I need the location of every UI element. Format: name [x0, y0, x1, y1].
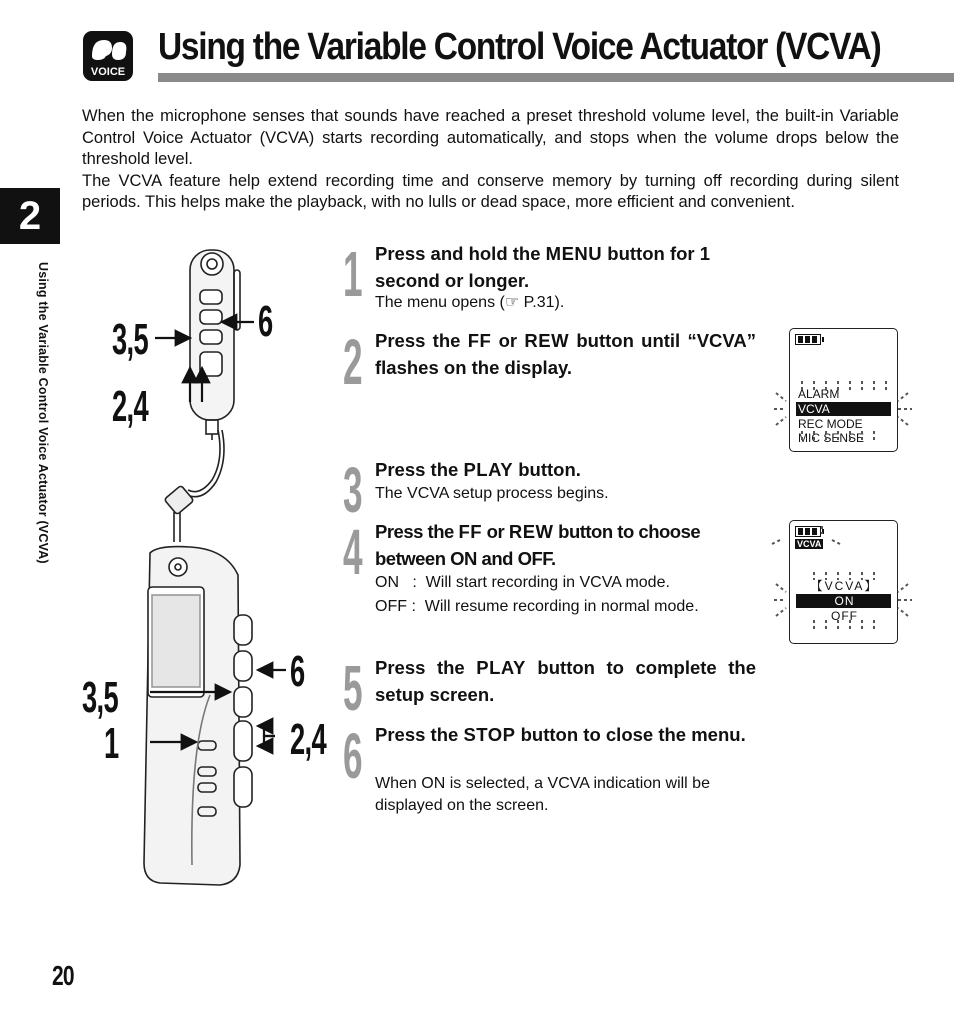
- step-6-pre: Press the: [375, 724, 464, 745]
- step-number-2: 2: [343, 326, 363, 398]
- step-number-5: 5: [343, 652, 363, 724]
- intro-paragraph-2: The VCVA feature help extend recording time and conserve memory by turning off recording during silent periods. This helps make the playback, with no lulls or dead space, more efficient and convenient.: [82, 171, 899, 212]
- intro-paragraph-1: When the microphone senses that sounds have reached a preset threshold volume level, the built-in Variable Control Voice Actuator (VCVA) starts recording automatically, and stops when the volume drops below the threshold level.: [82, 107, 899, 169]
- step-1-sub: The menu opens (☞ P.31).: [375, 294, 565, 311]
- step-2-mid: or: [491, 330, 525, 351]
- step-1-pre: Press and hold the: [375, 243, 546, 264]
- menu-item-vcva: VCVA: [796, 402, 891, 416]
- chapter-side-label: Using the Variable Control Voice Actuator (VCVA): [36, 262, 50, 564]
- step-4-sub-on: ON : Will start recording in VCVA mode.: [375, 574, 670, 591]
- label-3-5-bottom: 3,5: [82, 673, 119, 722]
- battery-icon: [795, 334, 821, 345]
- vcva-indicator: VCVA: [797, 539, 822, 549]
- step-3-text: [375, 456, 756, 483]
- stop-keyword: STOP: [463, 724, 516, 745]
- step-3-pre: Press the: [375, 459, 464, 480]
- step-6-sub: When ON is selected, a VCVA indication will be displayed on the screen.: [375, 775, 710, 814]
- step-2-pre: Press the: [375, 330, 468, 351]
- label-3-5-top: 3,5: [112, 315, 149, 364]
- remote-control-illustration: [160, 240, 270, 440]
- play-keyword: PLAY: [476, 657, 526, 678]
- flash-rays-icon: [770, 520, 915, 635]
- step-5-text: [375, 654, 756, 708]
- step-3-sub: The VCVA setup process begins.: [375, 485, 609, 502]
- option-off: OFF: [831, 609, 858, 623]
- step-number-6: 6: [343, 720, 363, 792]
- step-3-post: button.: [513, 459, 581, 480]
- step-5-pre: Press the: [375, 657, 477, 678]
- menu-item-alarm: ALARM: [798, 387, 840, 401]
- play-keyword: PLAY: [463, 459, 514, 480]
- page-title: Using the Variable Control Voice Actuator (VCVA): [158, 26, 881, 68]
- step-4-text: [375, 518, 756, 572]
- voice-logo-icon: [82, 30, 134, 82]
- label-2-4-top: 2,4: [112, 382, 149, 431]
- step-number-4: 4: [343, 516, 363, 588]
- menu-keyword: MENU: [545, 243, 603, 264]
- step-number-1: 1: [343, 238, 363, 310]
- step-5-post: button to complete the setup screen.: [375, 657, 756, 705]
- option-on: ON: [796, 594, 891, 608]
- flash-rays-icon: [770, 375, 915, 445]
- rew-keyword: REW: [508, 521, 554, 542]
- step-6-text: [375, 721, 756, 748]
- step-number-3: 3: [343, 454, 363, 526]
- ff-keyword: FF: [458, 521, 483, 542]
- ff-keyword: FF: [467, 330, 492, 351]
- rew-keyword: REW: [524, 330, 570, 351]
- label-1-bottom: 1: [104, 719, 119, 768]
- step-4-sub-off: OFF : Will resume recording in normal mode.: [375, 598, 699, 615]
- voice-logo-text: VOICE: [90, 66, 126, 78]
- page-number: 20: [52, 960, 74, 991]
- label-2-4-bottom: 2,4: [290, 715, 327, 764]
- step-1-text: [375, 240, 756, 294]
- label-6-bottom: 6: [290, 647, 305, 696]
- menu-item-mic-sense: MIC SENSE: [798, 431, 865, 445]
- menu-item-rec-mode: REC MODE: [798, 417, 863, 431]
- vcva-header: 【VCVA】: [810, 579, 879, 593]
- step-1-post: button for 1 second or longer.: [375, 243, 711, 291]
- step-2-text: [375, 327, 756, 381]
- step-4-mid: or: [482, 521, 509, 542]
- recorder-illustration: [130, 545, 265, 890]
- chapter-tab: 2: [0, 188, 60, 244]
- label-6-top: 6: [258, 297, 273, 346]
- step-6-post: button to close the menu.: [515, 724, 746, 745]
- intro-text: [82, 106, 899, 214]
- cable-plug-illustration: [160, 430, 250, 550]
- step-4-pre: Press the: [375, 521, 459, 542]
- title-rule: [158, 73, 954, 82]
- step-4-post: button to choose between ON and OFF.: [375, 521, 701, 569]
- step-2-post: button until “VCVA” flashes on the display.: [375, 330, 756, 378]
